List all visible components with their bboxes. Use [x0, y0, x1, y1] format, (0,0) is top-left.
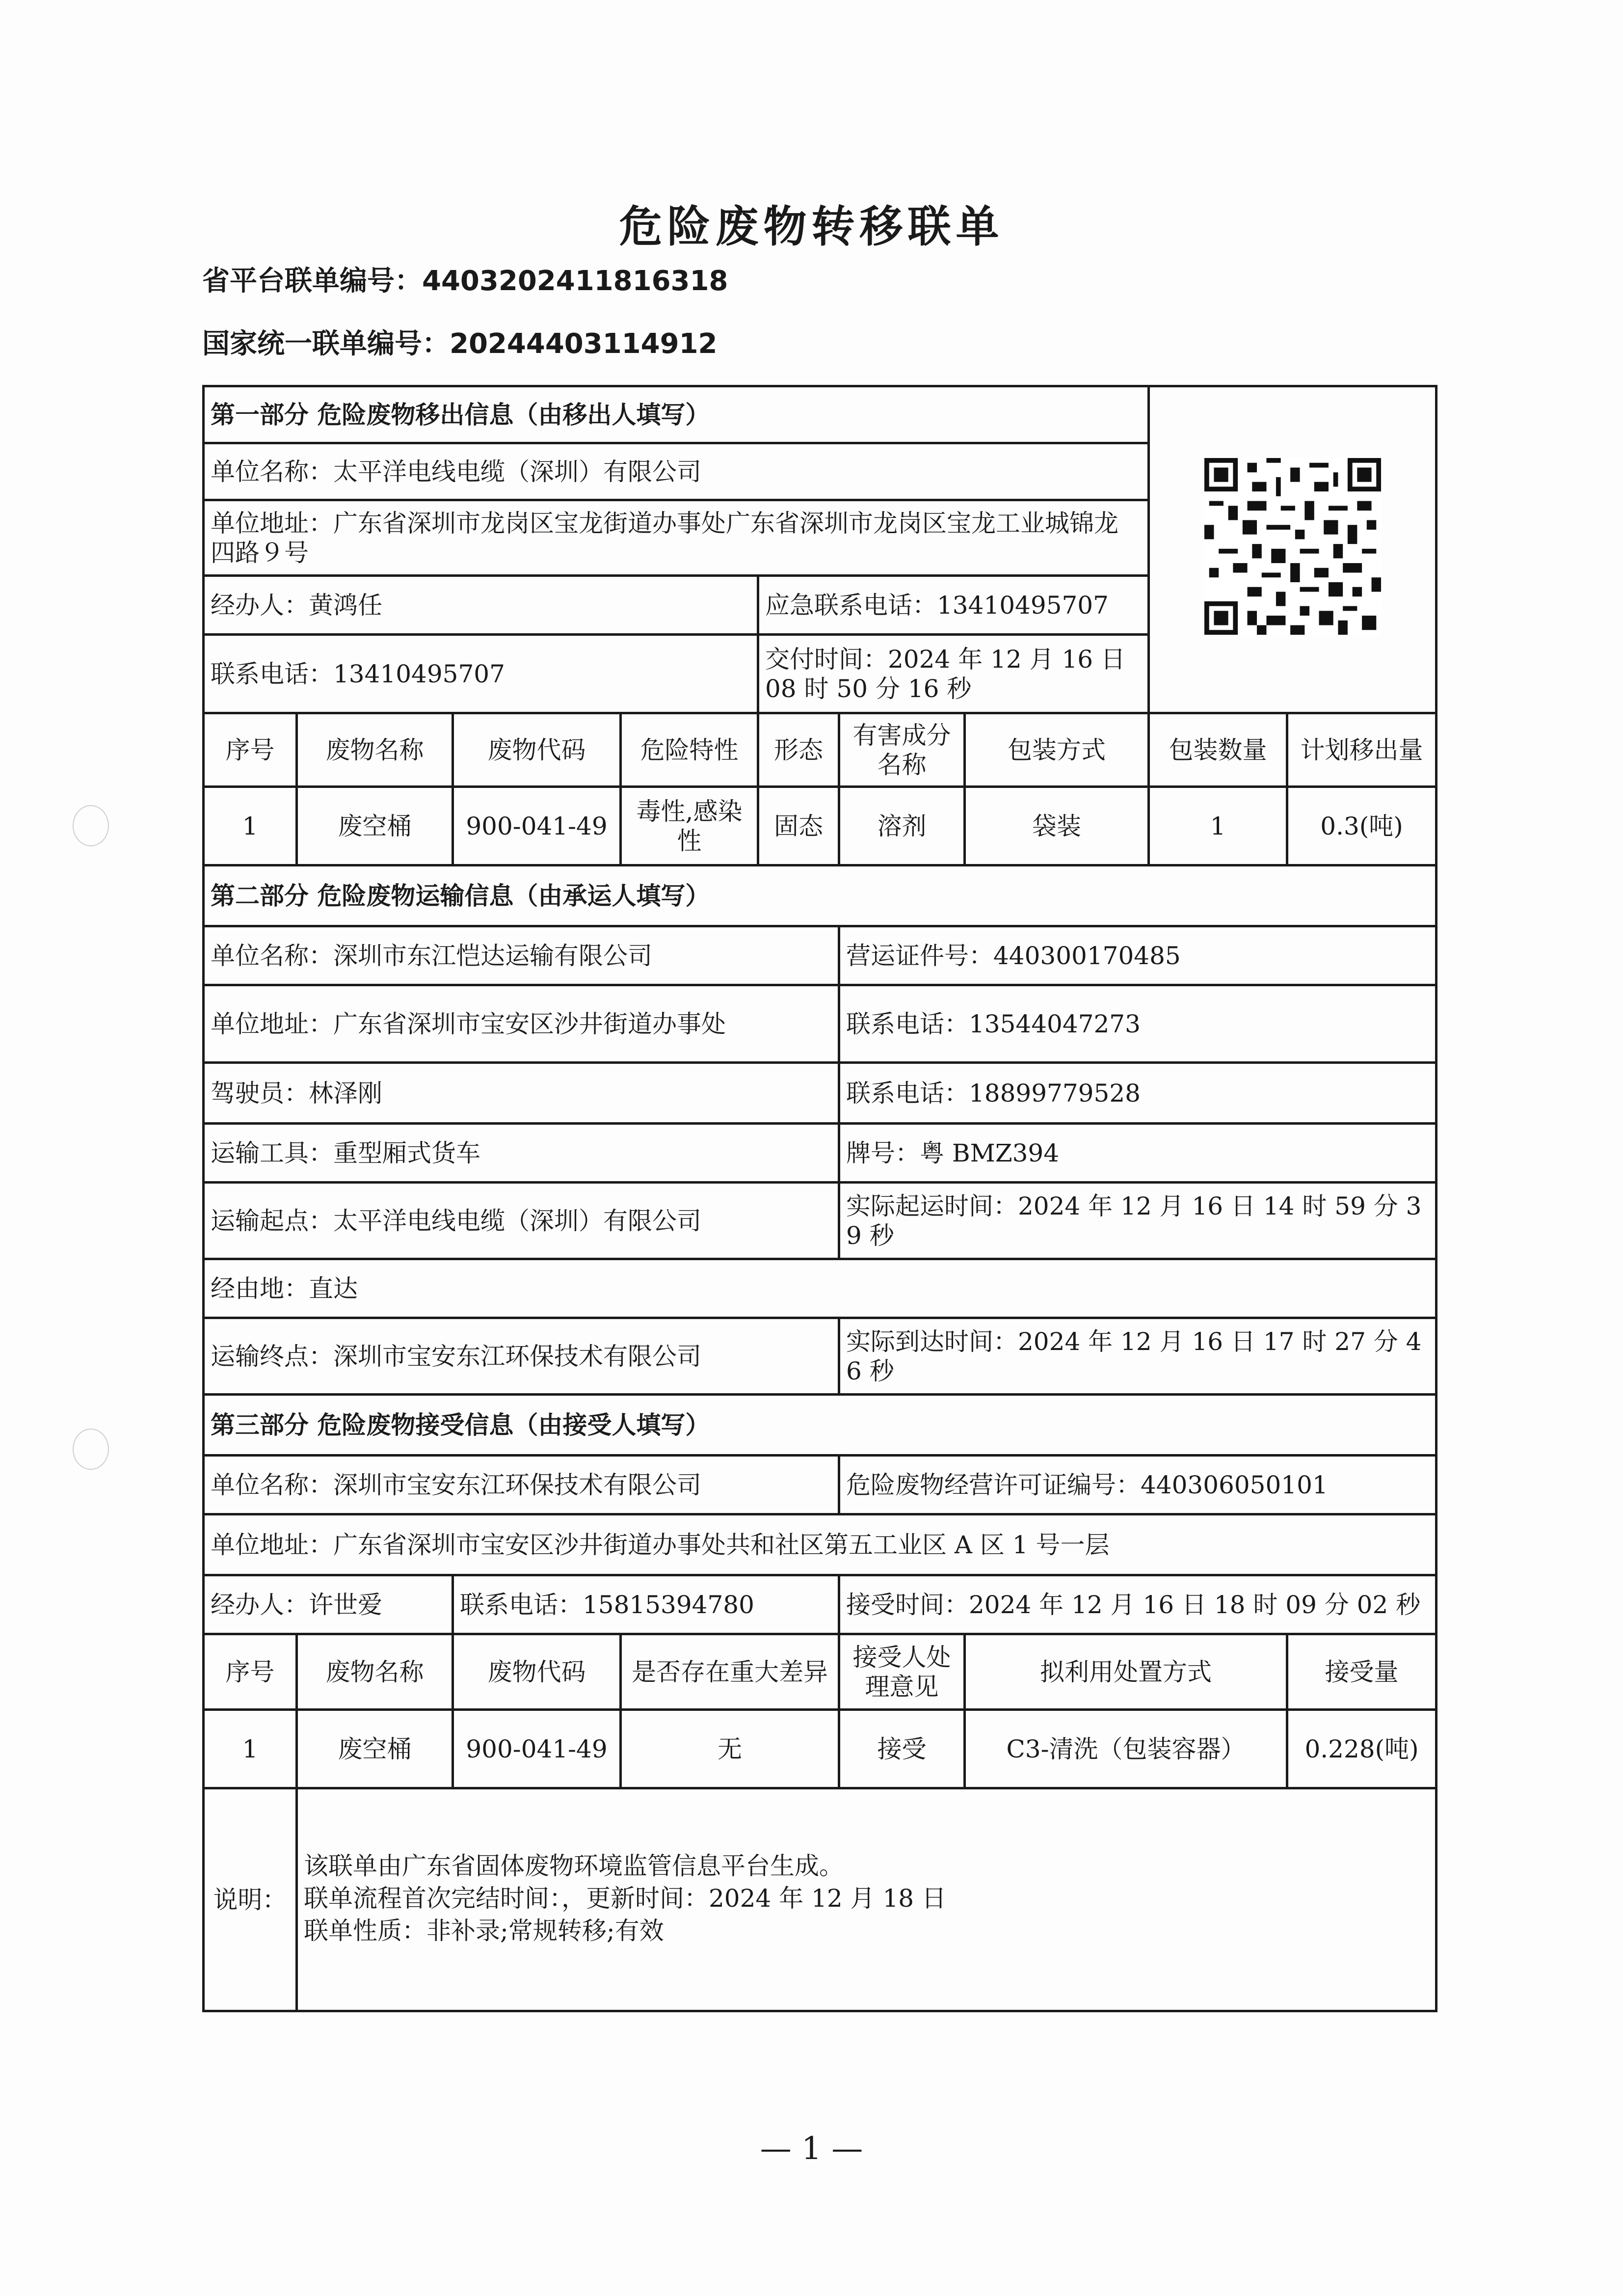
part2-depart-time: 实际起运时间：2024 年 12 月 16 日 14 时 59 分 39 秒 — [839, 1183, 1437, 1259]
column-header: 包装数量 — [1149, 713, 1287, 787]
part2-driver: 驾驶员：林泽刚 — [204, 1063, 839, 1124]
column-header: 危险特性 — [621, 713, 758, 787]
part1-emergency-phone: 应急联系电话：13410495707 — [758, 576, 1149, 635]
cell-major-difference: 无 — [621, 1710, 839, 1788]
cell-hazardous-component: 溶剂 — [839, 787, 965, 865]
cell-disposal-method: C3-清洗（包装容器） — [965, 1710, 1287, 1788]
column-header: 接受量 — [1287, 1634, 1437, 1710]
part2-unit-name: 单位名称：深圳市东江恺达运输有限公司 — [204, 926, 839, 985]
cell-waste-name: 废空桶 — [297, 1710, 453, 1788]
part3-header: 第三部分 危险废物接受信息（由接受人填写） — [204, 1395, 1437, 1456]
column-header: 废物代码 — [453, 713, 621, 787]
part2-arrive-time: 实际到达时间：2024 年 12 月 16 日 17 时 27 分 46 秒 — [839, 1318, 1437, 1395]
cell-index: 1 — [204, 787, 297, 865]
part2-vehicle: 运输工具：重型厢式货车 — [204, 1124, 839, 1183]
cell-waste-code: 900-041-49 — [453, 1710, 621, 1788]
part2-driver-phone: 联系电话：18899779528 — [839, 1063, 1437, 1124]
cell-waste-name: 废空桶 — [297, 787, 453, 865]
column-header: 形态 — [758, 713, 839, 787]
cell-received-amount: 0.228(吨) — [1287, 1710, 1437, 1788]
notes-label: 说明： — [204, 1788, 297, 2011]
page-number: — 1 — — [760, 2131, 863, 2167]
part2-license: 营运证件号：440300170485 — [839, 926, 1437, 985]
part1-unit-name: 单位名称：太平洋电线电缆（深圳）有限公司 — [204, 443, 1149, 500]
part3-phone: 联系电话：15815394780 — [453, 1575, 839, 1634]
part2-unit-address: 单位地址：广东省深圳市宝安区沙井街道办事处 — [204, 985, 839, 1063]
cell-hazard: 毒性,感染性 — [621, 787, 758, 865]
column-header: 有害成分名称 — [839, 713, 965, 787]
column-header: 是否存在重大差异 — [621, 1634, 839, 1710]
cell-waste-code: 900-041-49 — [453, 787, 621, 865]
column-header: 废物名称 — [297, 1634, 453, 1710]
national-manifest-number: 国家统一联单编号：20244403114912 — [202, 328, 718, 360]
part1-phone: 联系电话：13410495707 — [204, 635, 758, 713]
part3-unit-address: 单位地址：广东省深圳市宝安区沙井街道办事处共和社区第五工业区 A 区 1 号一层 — [204, 1514, 1437, 1575]
part2-destination: 运输终点：深圳市宝安东江环保技术有限公司 — [204, 1318, 839, 1395]
part3-license: 危险废物经营许可证编号：440306050101 — [839, 1456, 1437, 1514]
part3-unit-name: 单位名称：深圳市宝安东江环保技术有限公司 — [204, 1456, 839, 1514]
part3-handler: 经办人：许世爱 — [204, 1575, 453, 1634]
part1-delivery-time: 交付时间：2024 年 12 月 16 日 08 时 50 分 16 秒 — [758, 635, 1149, 713]
part3-receive-time: 接受时间：2024 年 12 月 16 日 18 时 09 分 02 秒 — [839, 1575, 1437, 1634]
cell-packaging: 袋装 — [965, 787, 1149, 865]
part1-column-headers — [204, 713, 1437, 787]
document-title: 危险废物转移联单 — [619, 201, 1004, 252]
qr-code-cell — [1149, 386, 1437, 713]
qr-code-icon — [1204, 458, 1381, 635]
part2-phone: 联系电话：13544047273 — [839, 985, 1437, 1063]
part2-route: 经由地：直达 — [204, 1259, 1437, 1318]
part2-header: 第二部分 危险废物运输信息（由承运人填写） — [204, 865, 1437, 926]
cell-form: 固态 — [758, 787, 839, 865]
part2-origin: 运输起点：太平洋电线电缆（深圳）有限公司 — [204, 1183, 839, 1259]
provincial-manifest-number: 省平台联单编号：4403202411816318 — [202, 265, 728, 297]
column-header: 废物代码 — [453, 1634, 621, 1710]
cell-planned-amount: 0.3(吨) — [1287, 787, 1437, 865]
binder-hole — [73, 1429, 109, 1470]
column-header: 包装方式 — [965, 713, 1149, 787]
table-row — [204, 787, 1437, 865]
cell-receiver-opinion: 接受 — [839, 1710, 965, 1788]
part2-plate: 牌号：粤 BMZ394 — [839, 1124, 1437, 1183]
part1-handler: 经办人：黄鸿任 — [204, 576, 758, 635]
column-header: 拟利用处置方式 — [965, 1634, 1287, 1710]
note-line: 联单性质：非补录;常规转移;有效 — [304, 1916, 664, 1945]
column-header: 序号 — [204, 713, 297, 787]
part1-unit-address: 单位地址：广东省深圳市龙岗区宝龙街道办事处广东省深圳市龙岗区宝龙工业城锦龙四路９号 — [204, 500, 1149, 576]
note-line: 联单流程首次完结时间：，更新时间：2024 年 12 月 18 日 — [304, 1884, 946, 1913]
column-header: 序号 — [204, 1634, 297, 1710]
column-header: 接受人处理意见 — [839, 1634, 965, 1710]
notes-content — [297, 1788, 1437, 2011]
cell-package-count: 1 — [1149, 787, 1287, 865]
cell-index: 1 — [204, 1710, 297, 1788]
table-row — [204, 1710, 1437, 1788]
part1-header: 第一部分 危险废物移出信息（由移出人填写） — [204, 386, 1149, 443]
column-header: 计划移出量 — [1287, 713, 1437, 787]
binder-hole — [73, 805, 109, 846]
part3-column-headers — [204, 1634, 1437, 1710]
column-header: 废物名称 — [297, 713, 453, 787]
note-line: 该联单由广东省固体废物环境监管信息平台生成。 — [304, 1851, 844, 1880]
transfer-manifest-table — [202, 385, 1437, 2012]
